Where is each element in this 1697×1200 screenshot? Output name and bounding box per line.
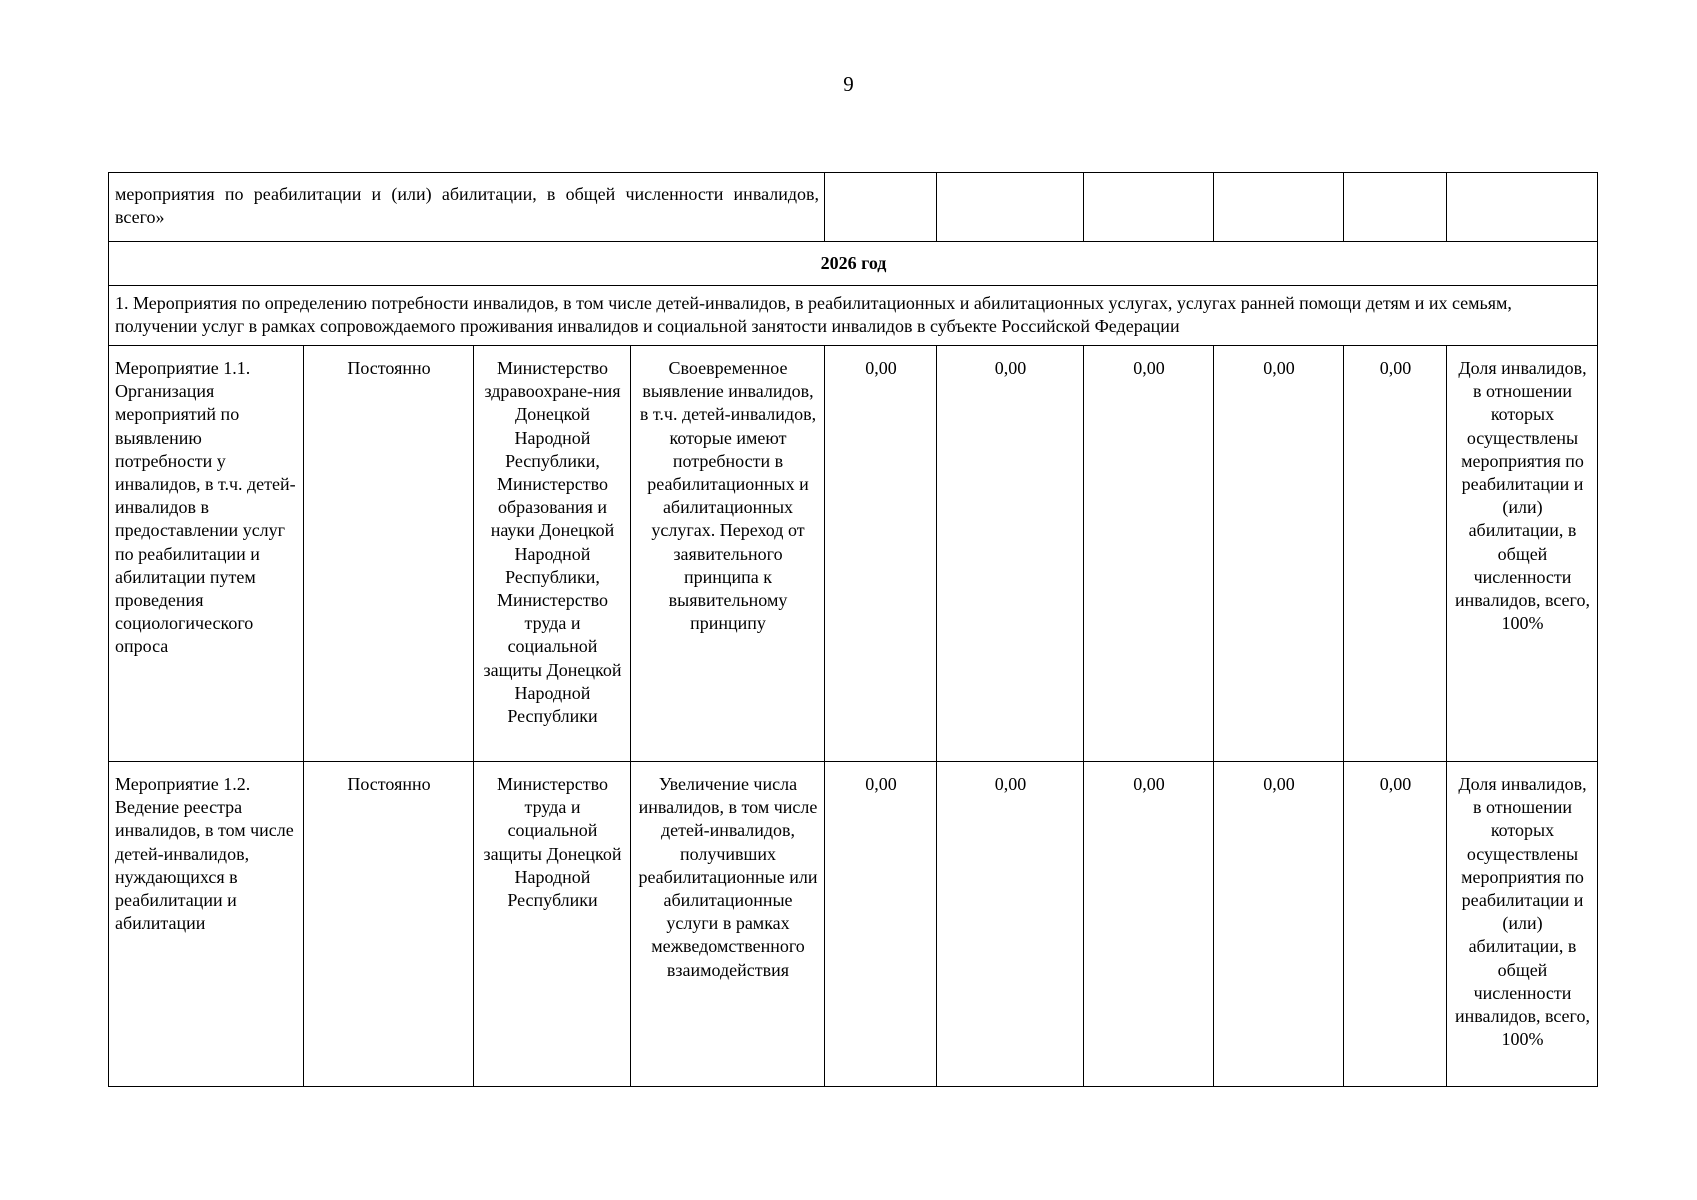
measure-term: Постоянно — [304, 346, 474, 762]
empty-cell — [1084, 173, 1214, 242]
empty-cell — [1447, 173, 1598, 242]
measure-name: Мероприятие 1.1. Организация мероприятий по выявлению потребности у инвалидов, в т.ч. детей-инвалидов в предоставлении услуг по реабилитации и абилитации путем проведения социологического опроса — [109, 346, 304, 762]
page-number: 9 — [843, 72, 854, 96]
continuation-text: мероприятия по реабилитации и (или) абилитации, в общей численности инвалидов, всего» — [109, 173, 825, 242]
year-row — [109, 242, 1598, 286]
section-heading: 1. Мероприятия по определению потребности инвалидов, в том числе детей-инвалидов, в реабилитационных и абилитационных услугах, услугах ранней помощи детям и их семьям, получении услуг в рамках сопровождаемого проживания инвалидов и социальной занятости инвалидов в субъекте Российской Федерации — [109, 286, 1598, 346]
funding-value: 0,00 — [1344, 762, 1447, 1087]
measure-executor: Министерство здравоохране-ния Донецкой Народной Республики, Министерство образования и науки Донецкой Народной Республики, Министерство труда и социальной защиты Донецкой Народной Республики — [474, 346, 631, 762]
measure-result: Своевременное выявление инвалидов, в т.ч. детей-инвалидов, которые имеют потребности в реабилитационных и абилитационных услугах. Переход от заявительного принципа к выявительному принципу — [631, 346, 825, 762]
funding-value: 0,00 — [1084, 346, 1214, 762]
measure-indicator: Доля инвалидов, в отношении которых осуществлены мероприятия по реабилитации и (или) абилитации, в общей численности инвалидов, всего, 100% — [1447, 762, 1598, 1087]
measure-result: Увеличение числа инвалидов, в том числе детей-инвалидов, получивших реабилитационные или абилитационные услуги в рамках межведомственного взаимодействия — [631, 762, 825, 1087]
continuation-row — [109, 173, 1598, 242]
funding-value: 0,00 — [937, 346, 1084, 762]
funding-value: 0,00 — [1344, 346, 1447, 762]
empty-cell — [825, 173, 937, 242]
funding-value: 0,00 — [825, 346, 937, 762]
empty-cell — [1214, 173, 1344, 242]
measure-indicator: Доля инвалидов, в отношении которых осуществлены мероприятия по реабилитации и (или) абилитации, в общей численности инвалидов, всего, 100% — [1447, 346, 1598, 762]
table-row — [109, 762, 1598, 1087]
measure-name: Мероприятие 1.2. Ведение реестра инвалидов, в том числе детей-инвалидов, нуждающихся в реабилитации и абилитации — [109, 762, 304, 1087]
empty-cell — [1344, 173, 1447, 242]
year-heading: 2026 год — [109, 242, 1598, 286]
measure-term: Постоянно — [304, 762, 474, 1087]
funding-value: 0,00 — [1214, 762, 1344, 1087]
measure-executor: Министерство труда и социальной защиты Донецкой Народной Республики — [474, 762, 631, 1087]
funding-value: 0,00 — [1084, 762, 1214, 1087]
funding-value: 0,00 — [1214, 346, 1344, 762]
table-row — [109, 346, 1598, 762]
empty-cell — [937, 173, 1084, 242]
funding-value: 0,00 — [937, 762, 1084, 1087]
section-row — [109, 286, 1598, 346]
measures-table — [108, 172, 1598, 1087]
funding-value: 0,00 — [825, 762, 937, 1087]
